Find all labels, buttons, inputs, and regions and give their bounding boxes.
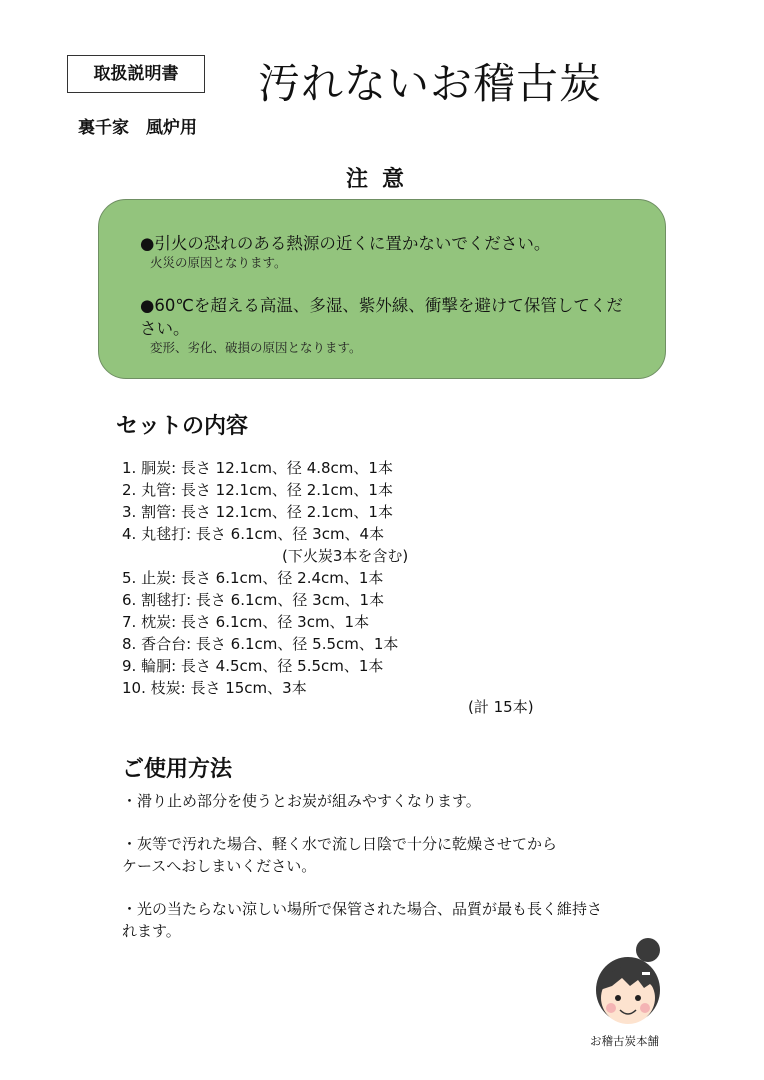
mascot-girl-icon [590,934,670,1029]
caution-note: 火災の原因となります。 [150,255,287,270]
list-item: 5. 止炭: 長さ 6.1cm、径 2.4cm、1本 [122,569,384,587]
list-item: 7. 枕炭: 長さ 6.1cm、径 3cm、1本 [122,613,370,631]
caution-note: 変形、劣化、破損の原因となります。 [150,340,362,355]
list-item: 8. 香合台: 長さ 6.1cm、径 5.5cm、1本 [122,635,399,653]
caution-item: ●引火の恐れのある熱源の近くに置かないでください。 [140,234,551,253]
caution-item: ●60℃を超える高温、多湿、紫外線、衝撃を避けて保管してくだ [140,296,623,315]
page-title: 汚れないお稽古炭 [258,59,603,108]
usage-line: ケースへおしまいください。 [122,857,317,875]
contents-heading: セットの内容 [116,414,249,439]
usage-line: ・滑り止め部分を使うとお炭が組みやすくなります。 [122,792,481,810]
usage-line: ・光の当たらない涼しい場所で保管された場合、品質が最も長く維持さ [122,900,603,918]
usage-heading: ご使用方法 [122,757,233,782]
list-item: 1. 胴炭: 長さ 12.1cm、径 4.8cm、1本 [122,459,393,477]
list-item-note: (下火炭3本を含む) [282,547,409,565]
total-count: (計 15本) [468,698,534,716]
brand-name: お稽古炭本舗 [590,1034,659,1048]
subtitle: 裏千家 風炉用 [78,118,197,138]
caution-item-cont: さい。 [140,319,190,338]
caution-heading: 注意 [345,167,418,192]
list-item: 4. 丸毬打: 長さ 6.1cm、径 3cm、4本 [122,525,385,543]
document-label: 取扱説明書 [67,55,205,93]
list-item: 3. 割管: 長さ 12.1cm、径 2.1cm、1本 [122,503,393,521]
list-item: 10. 枝炭: 長さ 15cm、3本 [122,679,307,697]
usage-line: れます。 [122,922,181,940]
list-item: 2. 丸管: 長さ 12.1cm、径 2.1cm、1本 [122,481,393,499]
usage-line: ・灰等で汚れた場合、軽く水で流し日陰で十分に乾燥させてから [122,835,558,853]
list-item: 9. 輪胴: 長さ 4.5cm、径 5.5cm、1本 [122,657,384,675]
list-item: 6. 割毬打: 長さ 6.1cm、径 3cm、1本 [122,591,385,609]
